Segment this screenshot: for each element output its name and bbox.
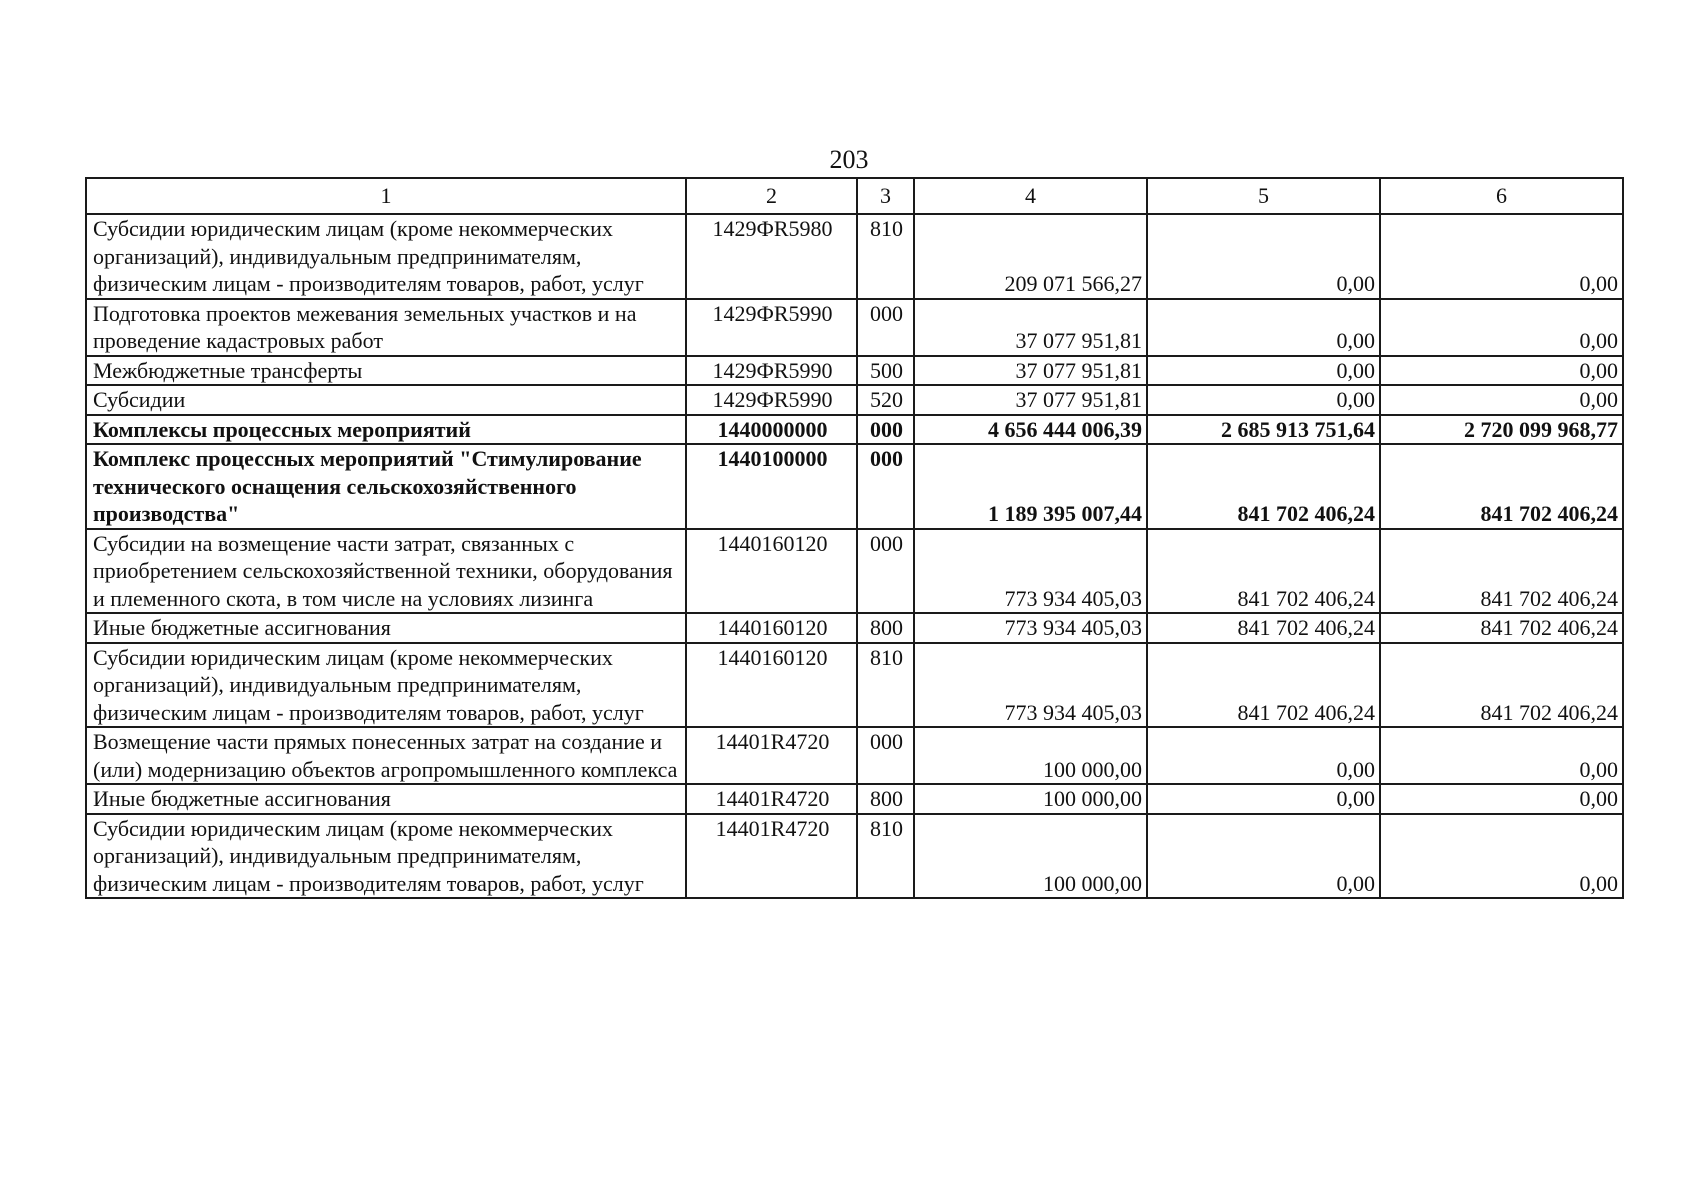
amount-col6-cell: 0,00 xyxy=(1380,784,1623,814)
row-name-cell: Межбюджетные трансферты xyxy=(86,356,686,386)
table-row xyxy=(86,643,1623,728)
target-article-code-cell: 14401R4720 xyxy=(686,727,857,784)
table-row xyxy=(86,613,1623,643)
table-row xyxy=(86,214,1623,299)
expense-type-cell: 000 xyxy=(857,444,914,529)
table-row xyxy=(86,385,1623,415)
amount-col5-cell: 841 702 406,24 xyxy=(1147,643,1380,728)
amount-col5-cell: 0,00 xyxy=(1147,727,1380,784)
expense-type-cell: 000 xyxy=(857,727,914,784)
target-article-code-cell: 1429ФR5980 xyxy=(686,214,857,299)
target-article-code-cell: 1440100000 xyxy=(686,444,857,529)
row-name-cell: Субсидии юридическим лицам (кроме некоммерческих организаций), индивидуальным предпринимателям, физическим лицам - производителям товаров, работ, услуг xyxy=(86,214,686,299)
amount-col4-cell: 100 000,00 xyxy=(914,727,1147,784)
amount-col6-cell: 0,00 xyxy=(1380,385,1623,415)
table-row xyxy=(86,814,1623,899)
amount-col4-cell: 773 934 405,03 xyxy=(914,613,1147,643)
row-name-cell: Подготовка проектов межевания земельных участков и на проведение кадастровых работ xyxy=(86,299,686,356)
expense-type-cell: 810 xyxy=(857,814,914,899)
expense-type-cell: 810 xyxy=(857,643,914,728)
amount-col4-cell: 37 077 951,81 xyxy=(914,299,1147,356)
table-row xyxy=(86,444,1623,529)
amount-col5-cell: 0,00 xyxy=(1147,356,1380,386)
amount-col5-cell: 841 702 406,24 xyxy=(1147,613,1380,643)
amount-col4-cell: 37 077 951,81 xyxy=(914,356,1147,386)
amount-col6-cell: 841 702 406,24 xyxy=(1380,529,1623,614)
amount-col5-cell: 2 685 913 751,64 xyxy=(1147,415,1380,445)
amount-col6-cell: 0,00 xyxy=(1380,299,1623,356)
row-name-cell: Субсидии xyxy=(86,385,686,415)
column-header: 4 xyxy=(914,178,1147,214)
row-name-cell: Комплекс процессных мероприятий "Стимулирование технического оснащения сельскохозяйственного производства" xyxy=(86,444,686,529)
column-header: 2 xyxy=(686,178,857,214)
table-row xyxy=(86,299,1623,356)
target-article-code-cell: 1440160120 xyxy=(686,643,857,728)
column-header: 1 xyxy=(86,178,686,214)
row-name-cell: Комплексы процессных мероприятий xyxy=(86,415,686,445)
amount-col5-cell: 0,00 xyxy=(1147,385,1380,415)
expense-type-cell: 500 xyxy=(857,356,914,386)
expense-type-cell: 800 xyxy=(857,613,914,643)
amount-col4-cell: 100 000,00 xyxy=(914,814,1147,899)
budget-table xyxy=(85,177,1624,899)
target-article-code-cell: 1429ФR5990 xyxy=(686,385,857,415)
amount-col5-cell: 841 702 406,24 xyxy=(1147,529,1380,614)
table-row xyxy=(86,529,1623,614)
row-name-cell: Субсидии юридическим лицам (кроме некоммерческих организаций), индивидуальным предпринимателям, физическим лицам - производителям товаров, работ, услуг xyxy=(86,643,686,728)
expense-type-cell: 000 xyxy=(857,299,914,356)
amount-col4-cell: 1 189 395 007,44 xyxy=(914,444,1147,529)
amount-col4-cell: 4 656 444 006,39 xyxy=(914,415,1147,445)
amount-col6-cell: 0,00 xyxy=(1380,214,1623,299)
amount-col6-cell: 2 720 099 968,77 xyxy=(1380,415,1623,445)
amount-col5-cell: 0,00 xyxy=(1147,214,1380,299)
row-name-cell: Субсидии юридическим лицам (кроме некоммерческих организаций), индивидуальным предпринимателям, физическим лицам - производителям товаров, работ, услуг xyxy=(86,814,686,899)
header-row xyxy=(86,178,1623,214)
column-header: 6 xyxy=(1380,178,1623,214)
amount-col4-cell: 773 934 405,03 xyxy=(914,643,1147,728)
target-article-code-cell: 14401R4720 xyxy=(686,814,857,899)
expense-type-cell: 000 xyxy=(857,529,914,614)
row-name-cell: Иные бюджетные ассигнования xyxy=(86,613,686,643)
target-article-code-cell: 1429ФR5990 xyxy=(686,299,857,356)
amount-col4-cell: 37 077 951,81 xyxy=(914,385,1147,415)
target-article-code-cell: 1440160120 xyxy=(686,613,857,643)
expense-type-cell: 810 xyxy=(857,214,914,299)
amount-col5-cell: 0,00 xyxy=(1147,784,1380,814)
page-number: 203 xyxy=(829,145,869,174)
amount-col6-cell: 0,00 xyxy=(1380,356,1623,386)
target-article-code-cell: 1429ФR5990 xyxy=(686,356,857,386)
amount-col4-cell: 209 071 566,27 xyxy=(914,214,1147,299)
table-row xyxy=(86,727,1623,784)
expense-type-cell: 520 xyxy=(857,385,914,415)
expense-type-cell: 800 xyxy=(857,784,914,814)
target-article-code-cell: 1440160120 xyxy=(686,529,857,614)
table-row xyxy=(86,784,1623,814)
amount-col5-cell: 841 702 406,24 xyxy=(1147,444,1380,529)
expense-type-cell: 000 xyxy=(857,415,914,445)
amount-col6-cell: 841 702 406,24 xyxy=(1380,643,1623,728)
row-name-cell: Иные бюджетные ассигнования xyxy=(86,784,686,814)
amount-col6-cell: 841 702 406,24 xyxy=(1380,613,1623,643)
amount-col5-cell: 0,00 xyxy=(1147,299,1380,356)
amount-col6-cell: 841 702 406,24 xyxy=(1380,444,1623,529)
amount-col6-cell: 0,00 xyxy=(1380,727,1623,784)
target-article-code-cell: 1440000000 xyxy=(686,415,857,445)
column-header: 5 xyxy=(1147,178,1380,214)
row-name-cell: Возмещение части прямых понесенных затрат на создание и (или) модернизацию объектов агропромышленного комплекса xyxy=(86,727,686,784)
target-article-code-cell: 14401R4720 xyxy=(686,784,857,814)
amount-col4-cell: 100 000,00 xyxy=(914,784,1147,814)
column-header: 3 xyxy=(857,178,914,214)
table-row xyxy=(86,415,1623,445)
table-row xyxy=(86,356,1623,386)
amount-col4-cell: 773 934 405,03 xyxy=(914,529,1147,614)
amount-col6-cell: 0,00 xyxy=(1380,814,1623,899)
row-name-cell: Субсидии на возмещение части затрат, связанных с приобретением сельскохозяйственной техники, оборудования и племенного скота, в том числе на условиях лизинга xyxy=(86,529,686,614)
amount-col5-cell: 0,00 xyxy=(1147,814,1380,899)
